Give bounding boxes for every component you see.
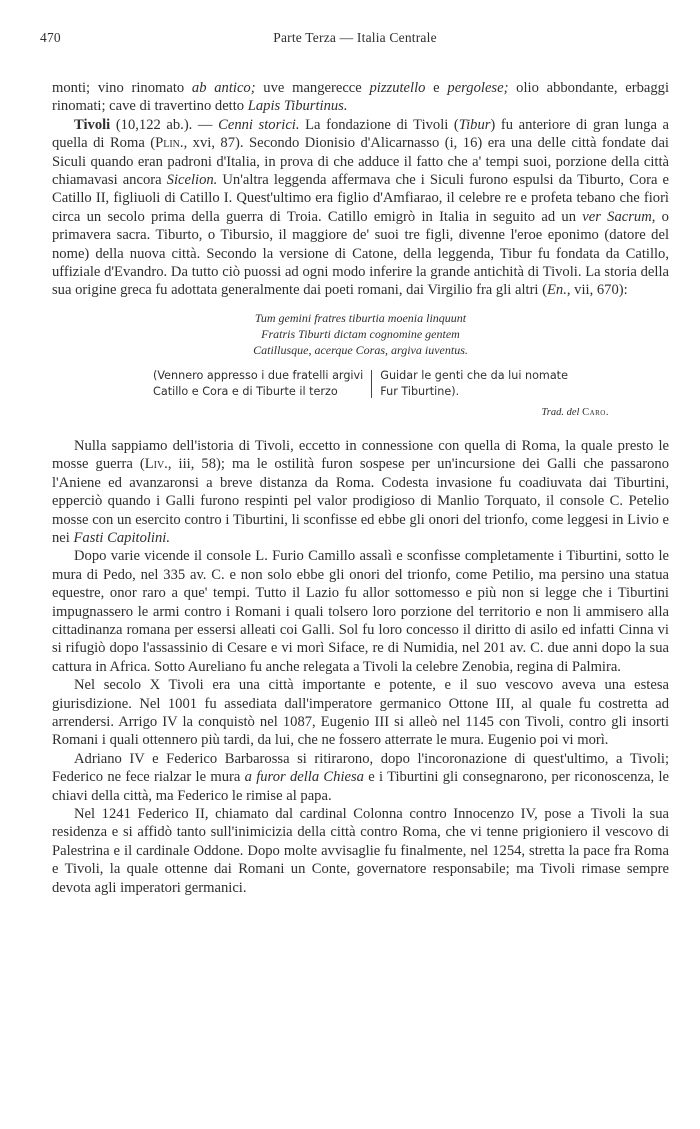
paragraph-tenth-century: Nel secolo X Tivoli era una città importante e potente, e il suo vescovo aveva una estesa giurisdizione. Nel 1001 fu assediata dall'imperatore germanico Ottone III, al quale fu costretta ad arrendersi. Arrigo IV la conquistò nel 1087, Eugenio III si alleò nel 1145 con Tivoli, contro gli insorti Romani i quali ottennero più tardi, da lui, che ne fossero atterrate le mura. Eugenio poi vi morì. [52,677,669,749]
section-title: Tivoli [74,116,111,133]
latin-verse [52,310,669,359]
paragraph-history-rome: Nulla sappiamo dell'istoria di Tivoli, eccetto in connessione con quella di Roma, la quale presto le mosse guerra (Liv., iii, 58); ma le ostilità furon sospese per un'incursione dei Galli che passarono l'Aniene ed avanzaronsi a breve distanza da Roma. Codesta invasione fu coadiuvata dai Tiburtini, epperciò quando i Galli furono respinti pel valor prodigioso di Manlio Torquato, il console C. Petelio mosse con un esercito contro i Tiburtini, li sconfisse ed ebbe gli onori del trionfo, come leggesi in Livio e nei Fasti Capitolini. [52,437,669,546]
body-text [52,79,669,897]
page-number: 470 [40,30,61,45]
paragraph-federico-ii: Nel 1241 Federico II, chiamato dal cardinal Colonna contro Innocenzo IV, pose a Tivoli la sua residenza e si affidò tanto sull'inimicizia della città contro Roma, che vi tenne prigioniero il vescovo di Palestrina e il cardinale Oddone. Dopo molte avvisaglie fu finalmente, nel 1254, stretta la pace fra Roma e Tivoli, la quale ottenne dai Romani un Conte, governatore responsabile; ma Tivoli rimase sempre devota agli imperatori germanici. [52,806,669,896]
verse-line: Fratris Tiburti dictam cognomine gentem [261,327,460,342]
running-title: Parte Terza — Italia Centrale [273,30,437,45]
translation-divider [371,370,372,398]
paragraph-barbarossa: Adriano IV e Federico Barbarossa si ritirarono, dopo l'incoronazione di quest'ultimo, a Tivoli; Federico ne fece rialzar le mura a furor della Chiesa e i Tiburtini gli consegnarono, per riconoscenza, le chiavi della città, ma Federico le rimise al papa. [52,750,669,804]
verse-line: Tum gemini fratres tiburtia moenia linquunt [254,310,467,325]
paragraph-tivoli: Tivoli (10,122 ab.). — Cenni storici. La fondazione di Tivoli (Tibur) fu anteriore di gran lunga a quella di Roma (Plin., xvi, 87). Secondo Dionisio d'Alicarnasso (i, 16) era una delle città fondate dai Siculi quando eran padroni d'Italia, in prova di che adduce il fatto che a' tempi suoi, porzione della città chiamavasi ancora Sicelion. Un'altra leggenda affermava che i Siculi furono espulsi da Tiburto, Cora e Catillo II, figliuoli di Catillo I. Quest'ultimo era figlio d'Amfiarao, il celebre re e profeta tebano che fiorì circa un secolo prima della guerra di Troia. Catillo emigrò in Italia in seguito ad un ver Sacrum, o primavera sacra. Tiburto, o Tibursio, il maggiore de' suoi tre figli, divenne l'eroe eponimo (datore del nome) della nuova città. Secondo la versione di Catone, della leggenda, Tibur fu fondata da Catillo, uffiziale d'Evandro. Da tutto ciò puossi ad ogni modo inferire la grande antichità di Tivoli. La storia della sua origine greca fu adottata generalmente dai poeti romani, dai Virgilio fra gli altri (En., vii, 670): [52,116,670,299]
paragraph-intro: monti; vino rinomato ab antico; uve mangerecce pizzutello e pergolese; olio abbondante, erbaggi rinomati; cave di travertino detto Lapis Tiburtinus. [52,80,670,115]
verse-translation [52,368,669,400]
page-header [40,30,670,52]
verse-line: Catillusque, acerque Coras, argiva iuventus. [253,343,468,358]
translation-left: (Vennero appresso i due fratelli argivi Catillo e Cora e di Tiburte il terzo [153,369,364,399]
translation-right: Guidar le genti che da lui nomate Fur Tiburtine). [380,369,568,399]
translation-credit: Trad. del Caro. [541,407,609,419]
paragraph-camillo: Dopo varie vicende il console L. Furio Camillo assalì e sconfisse completamente i Tiburtini, sotto le mura di Pedo, nel 335 av. C. e non solo ebbe gli onori del trionfo, come Petilio, ma persino una statua equestre, onor raro a que' tempi. Tutto il Lazio fu allor sottomesso e più non si legge che i Tiburtini impugnassero le armi contro i Romani i quali tolsero loro porzione del territorio e non li ammisero alla cittadinanza romana per essersi alleati coi Galli. Sol fu loro concesso il diritto di asilo ed infatti Cinna vi si rifugiò dopo l'assassinio di Cesare e vi morì Siface, re di Numidia, nel 201 av. C. due anni dopo la sua cattura in Africa. Sotto Aureliano fu anche relegata a Tivoli la celebre Zenobia, regina di Palmira. [52,548,669,675]
